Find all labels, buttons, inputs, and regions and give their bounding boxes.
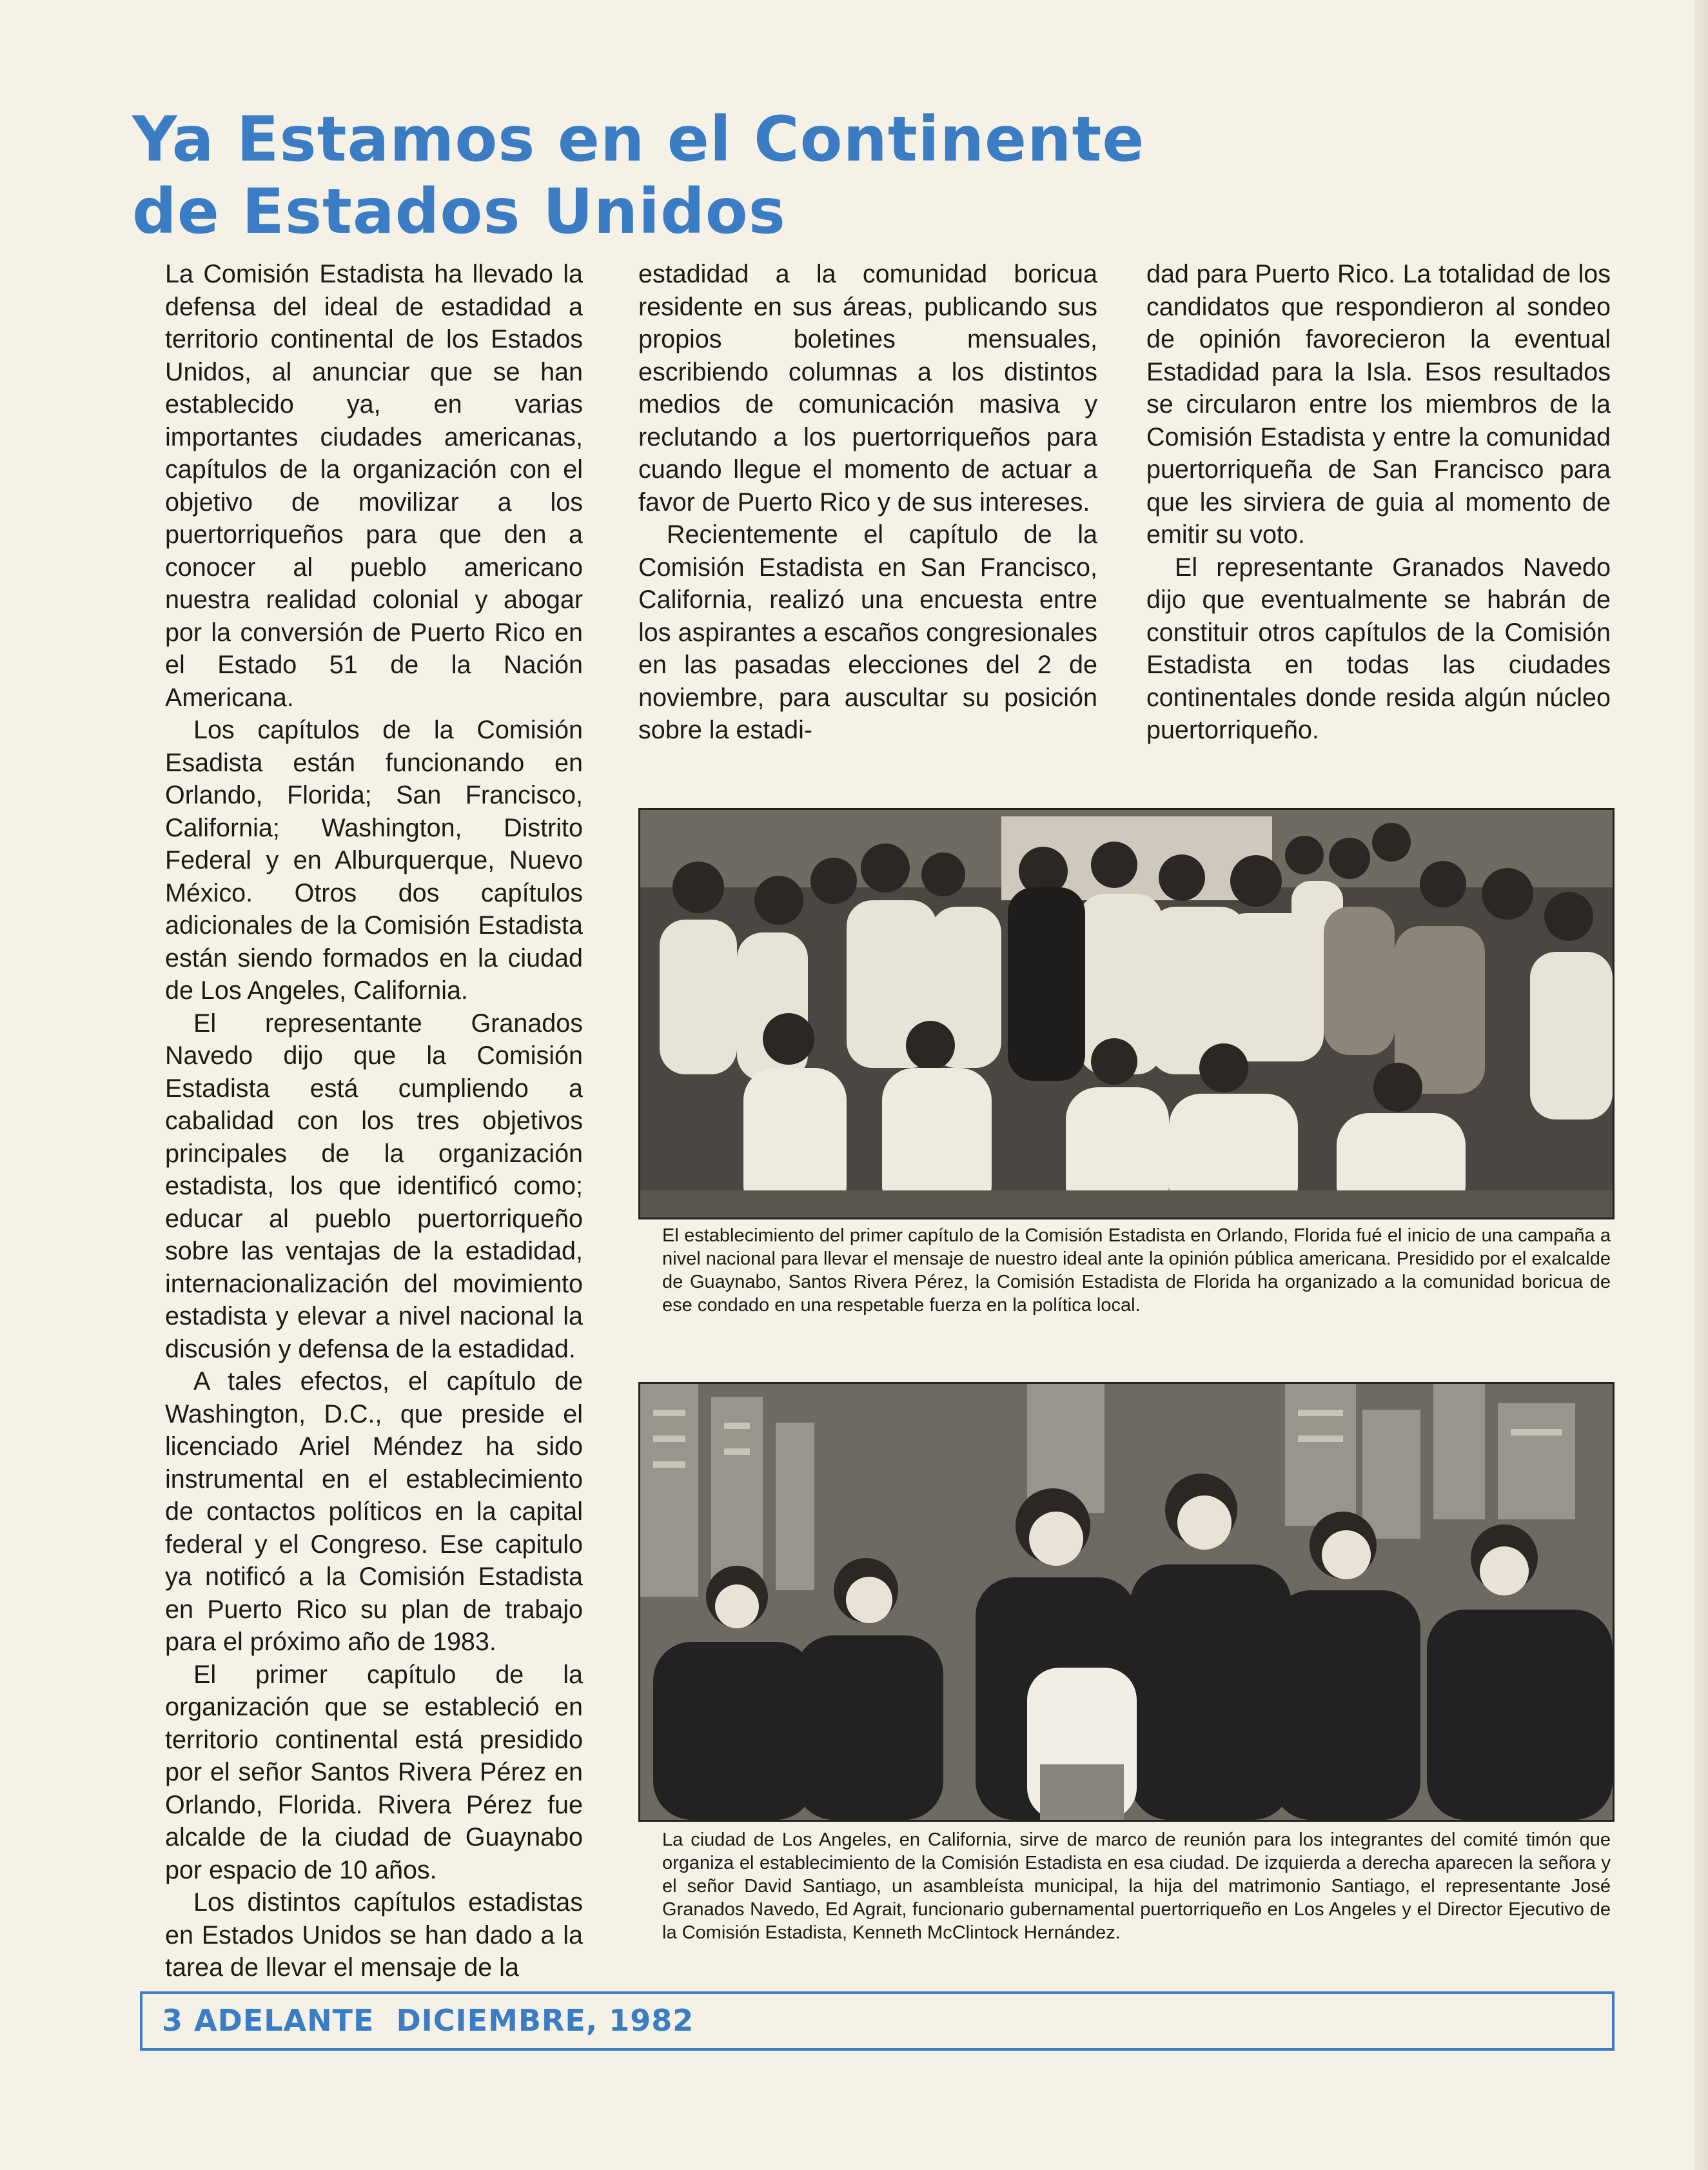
photo-caption-los-angeles: La ciudad de Los Angeles, en California, sirve de marco de reunión para los integrantes del comité timón que organiza el establecimiento de la Comisión Estadista en esa ciudad. De izquierda a derecha aparecen la señora y el señor David Santiago, un asambleísta municipal, la hija del matrimonio Santiago, el representante José Granados Navedo, Ed Agrait, funcionario gubernamental puertorriqueño en Los Angeles y el Director Ejecutivo de la Comisión Estadista, Kenneth McClintock Hernández. bbox=[662, 1830, 1611, 1943]
headline-line-2: de Estados Unidos bbox=[132, 175, 786, 248]
paragraph: El representante Granados Navedo dijo que la Comisión Estadista está cumpliendo a cabalidad con los tres objetivos principales de la organización estadista, los que identificó como; educar al pueblo puertorriqueño sobre las ventajas de la estadidad, internacionalización del movimiento estadista y elevar a nivel nacional la discusión y defensa de la estadidad. bbox=[165, 1009, 583, 1363]
paragraph: estadidad a la comunidad boricua residente en sus áreas, publicando sus propios boletines mensuales, escribiendo columnas a los distintos medios de comunicación masiva y reclutando a los puertorriqueños para cuando llegue el momento de actuar a favor de Puerto Rico y de sus intereses. bbox=[638, 260, 1097, 517]
article-headline bbox=[132, 103, 1228, 248]
paragraph: dad para Puerto Rico. La totalidad de los candidatos que respondieron al sondeo de opinión favorecieron la eventual Estadidad para la Isla. Esos resultados se circularon entre los miembros de la Comisión Estadista y entre la comunidad puertorriqueña de San Francisco para que les sirviera de guia al momento de emitir su voto. bbox=[1146, 260, 1611, 549]
paragraph: El representante Granados Navedo dijo que eventualmente se habrán de constituir otros capítulos de la Comisión Estadista en todas las ciudades continentales donde resida algún núcleo puertorriqueño. bbox=[1146, 553, 1611, 744]
photo-orlando-illustration bbox=[640, 810, 1613, 1218]
group-photo-orlando bbox=[638, 808, 1615, 1219]
paragraph: El primer capítulo de la organización que se estableció en territorio continental está presidido por el señor Santos Rivera Pérez en Orlando, Florida. Rivera Pérez fue alcalde de la ciudad de Guaynabo por espacio de 10 años. bbox=[165, 1660, 583, 1884]
article-column-3 bbox=[1146, 258, 1611, 747]
photo-caption-orlando: El establecimiento del primer capítulo de la Comisión Estadista en Orlando, Florida fué el inicio de una campaña a nivel nacional para llevar el mensaje de nuestro ideal ante la opinión pública americana. Presidido por el exalcalde de Guaynabo, Santos Rivera Pérez, la Comisión Estadista de Florida ha organizado a la comunidad boricua de ese condado en una respetable fuerza en la política local. bbox=[662, 1225, 1611, 1316]
paragraph: A tales efectos, el capítulo de Washington, D.C., que preside el licenciado Ariel Méndez ha sido instrumental en el establecimiento de contactos políticos en la capital federal y el Congreso. Ese capitulo ya notificó a la Comisión Estadista en Puerto Rico su plan de trabajo para el próximo año de 1983. bbox=[165, 1367, 583, 1656]
article-column-2 bbox=[638, 258, 1097, 747]
paragraph: Los capítulos de la Comisión Esadista están funcionando en Orlando, Florida; San Francisco, California; Washington, Distrito Federal y en Alburquerque, Nuevo México. Otros dos capítulos adicionales de la Comisión Estadista están siendo formados en la ciudad de Los Angeles, California. bbox=[165, 716, 583, 1005]
photo-los-angeles-illustration bbox=[640, 1384, 1613, 1820]
paper-edge bbox=[1694, 0, 1708, 2170]
paragraph: La Comisión Estadista ha llevado la defensa del ideal de estadidad a territorio continental de los Estados Unidos, al anunciar que se han establecido ya, en varias importantes ciudades americanas, capítulos de la organización con el objetivo de movilizar a los puertorriqueños para que den a conocer al pueblo americano nuestra realidad colonial y abogar por la conversión de Puerto Rico en el Estado 51 de la Nación Americana. bbox=[165, 260, 583, 712]
footer-issue-label: 3 ADELANTE DICIEMBRE, 1982 bbox=[162, 2003, 694, 2038]
page-footer bbox=[140, 1991, 1615, 2051]
article-column-1 bbox=[165, 258, 583, 1984]
paragraph: Los distintos capítulos estadistas en Estados Unidos se han dado a la tarea de llevar el mensaje de la bbox=[165, 1888, 583, 1982]
headline-line-1: Ya Estamos en el Continente bbox=[132, 103, 1145, 175]
group-photo-los-angeles bbox=[638, 1382, 1615, 1822]
paragraph: Recientemente el capítulo de la Comisión Estadista en San Francisco, California, realizó una encuesta entre los aspirantes a escaños congresionales en las pasadas elecciones del 2 de noviembre, para auscultar su posición sobre la estadi- bbox=[638, 520, 1097, 744]
